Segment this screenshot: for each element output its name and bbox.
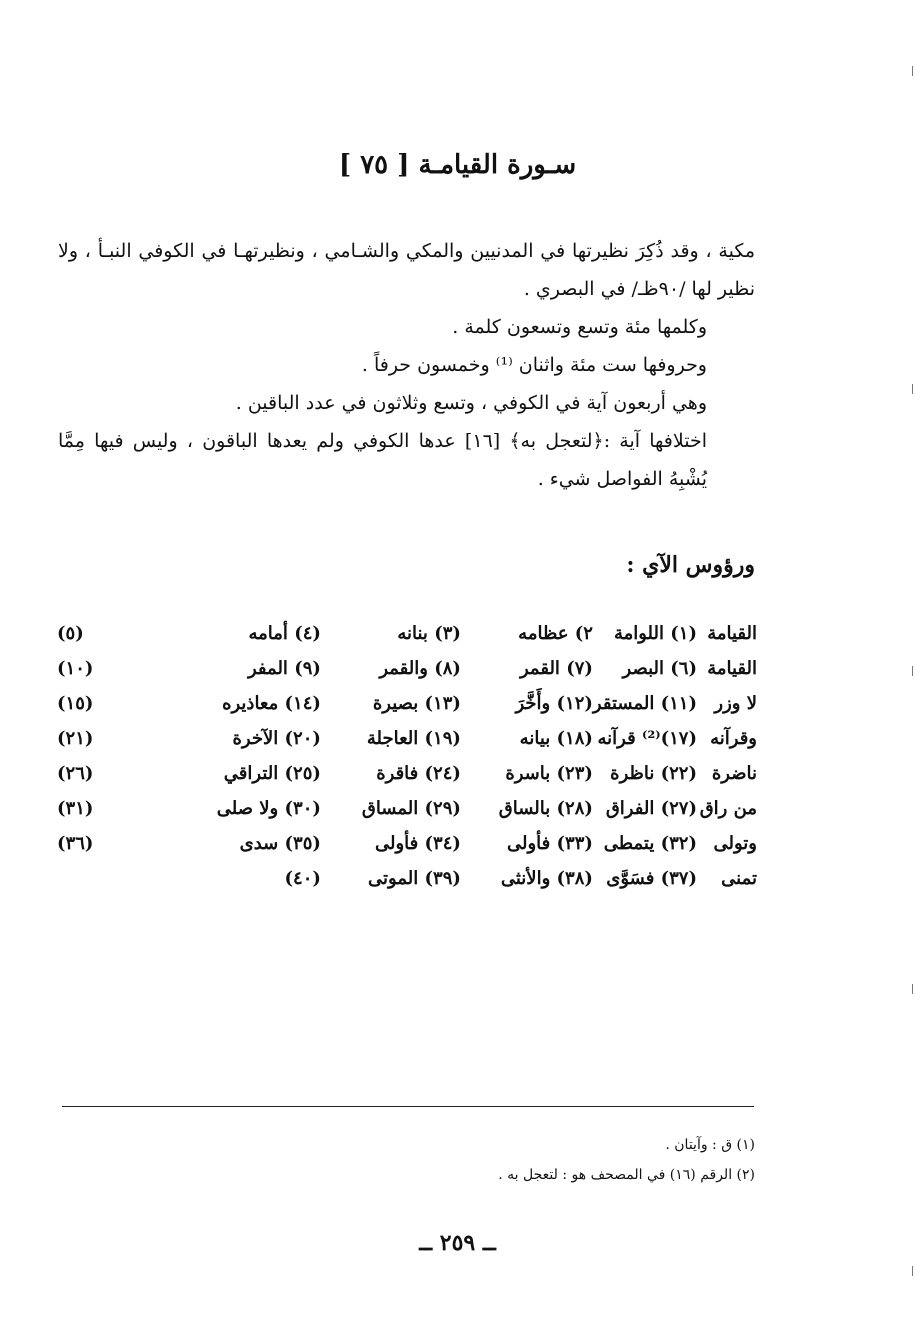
footnote-divider	[62, 1106, 754, 1107]
scan-edge-mark	[908, 984, 913, 994]
verse-entry: (٣٢) يتمطى	[603, 833, 697, 854]
verse-number: (٢٦)	[57, 763, 94, 784]
verse-number: (٣٦)	[57, 833, 94, 854]
verse-word: من راق	[699, 798, 757, 819]
table-row	[57, 826, 757, 861]
footnotes	[498, 1130, 755, 1190]
verse-entry: (١٩) العاجلة	[366, 728, 461, 749]
table-row	[57, 791, 757, 826]
verse-entry: (٣٤) فأولى	[374, 833, 461, 854]
verse-entry: (١٧)⁽²⁾ قرآنه	[597, 728, 697, 749]
verse-entry: (٣٠) ولا صلى	[216, 798, 321, 819]
verse-entry: (٤) أمامه	[248, 623, 321, 644]
verse-word: ناضرة	[711, 763, 757, 784]
section-heading: ورؤوس الآي :	[626, 552, 755, 578]
verse-entry: (٣٩) الموتى	[368, 868, 461, 889]
verse-entry: (٢٧) الفراق	[605, 798, 697, 819]
intro-paragraph-place: مكية ، وقد ذُكِرَ نظيرتها في المدنيين والمكي والشـامي ، ونظيرتهـا في الكوفي النبـأ ، ولا نظير لها /٩٠ظـ/ في البصري .	[58, 240, 755, 300]
verse-entry: (٨) والقمر	[379, 658, 461, 679]
intro-paragraph-verses: وهي أربعون آية في الكوفي ، وتسع وثلاثون في عدد الباقين .	[235, 392, 707, 414]
verse-entry: (٣٧) فسَوَّى	[606, 868, 697, 889]
verse-number	[57, 861, 171, 896]
verse-word: القيامة	[707, 623, 757, 644]
verse-word: لا وزر	[714, 693, 757, 714]
verse-entry: (١٨) بيانه	[519, 728, 593, 749]
verse-number: (٥)	[57, 623, 84, 644]
verse-word: وتولى	[713, 833, 757, 854]
verse-entry: (٣٣) فأولى	[506, 833, 593, 854]
footnote-2: (٢) الرقم (١٦) في المصحف هو : لتعجل به .	[498, 1167, 755, 1183]
verse-entry: (٢٤) فاقرة	[376, 763, 461, 784]
verse-entry: (٧) القمر	[520, 658, 593, 679]
verse-entry: (٣) بنانه	[397, 623, 461, 644]
verse-entry: (٢٨) بالساق	[498, 798, 593, 819]
footnote-1: (١) ق : وآيتان .	[665, 1137, 755, 1153]
verse-entry: (٤٠)	[284, 868, 321, 889]
verse-entry: ٢) عظامه	[518, 623, 593, 644]
verse-entry: (١٣) بصيرة	[372, 693, 461, 714]
verse-word: القيامة	[707, 658, 757, 679]
table-row	[57, 686, 757, 721]
verse-entry: (٢٠) الآخرة	[232, 728, 321, 749]
verse-entry: (٩) المفر	[248, 658, 321, 679]
verse-entry: (٦) البصر	[622, 658, 697, 679]
verse-entry: (٢٥) التراقي	[223, 763, 321, 784]
table-row	[57, 651, 757, 686]
verse-entry: (١٢) وأَخَّرَ	[515, 693, 593, 714]
surah-title: سـورة القيامـة [ ٧٥ ]	[338, 150, 577, 180]
intro-text	[58, 232, 755, 498]
verse-entry: (١٤) معاذيره	[222, 693, 321, 714]
verse-entry: (٣٨) والأنثى	[500, 868, 593, 889]
verse-entry: (١) اللوامة	[613, 623, 697, 644]
table-row	[57, 756, 757, 791]
scan-edge-mark	[908, 384, 913, 394]
table-row	[57, 721, 757, 756]
verse-number: (٣١)	[57, 798, 94, 819]
intro-paragraph-words: وكلمها مئة وتسع وتسعون كلمة .	[452, 316, 707, 338]
verse-number: (٢١)	[57, 728, 94, 749]
verse-endings-table	[57, 616, 757, 896]
verse-entry: (٢٢) ناظرة	[610, 763, 697, 784]
scan-edge-mark	[908, 66, 913, 76]
verse-number: (١٥)	[57, 693, 94, 714]
scan-edge-mark	[908, 1266, 913, 1276]
table-row	[57, 616, 757, 651]
intro-paragraph-differences: اختلافها آية :﴿لتعجل به﴾ [١٦] عدها الكوفي ولم يعدها الباقون ، وليس فيها مِمَّا يُشْبِهُ الفواصل شيء .	[58, 430, 707, 490]
verse-entry: (٢٩) المساق	[361, 798, 461, 819]
verse-number: (١٠)	[57, 658, 94, 679]
verse-entry: (٢٣) باسرة	[505, 763, 593, 784]
verse-entry: (٣٥) سدى	[239, 833, 321, 854]
page-number: ــ ٢٥٩ ــ	[419, 1230, 496, 1256]
table-row	[57, 861, 757, 896]
scan-edge-mark	[908, 666, 913, 676]
verse-word: تمنى	[721, 868, 757, 889]
verse-entry: (١١) المستقر	[592, 693, 697, 714]
verse-word: وقرآنه	[710, 728, 757, 749]
intro-paragraph-letters: وحروفها ست مئة واثنان ⁽¹⁾ وخمسون حرفاً .	[361, 354, 707, 376]
